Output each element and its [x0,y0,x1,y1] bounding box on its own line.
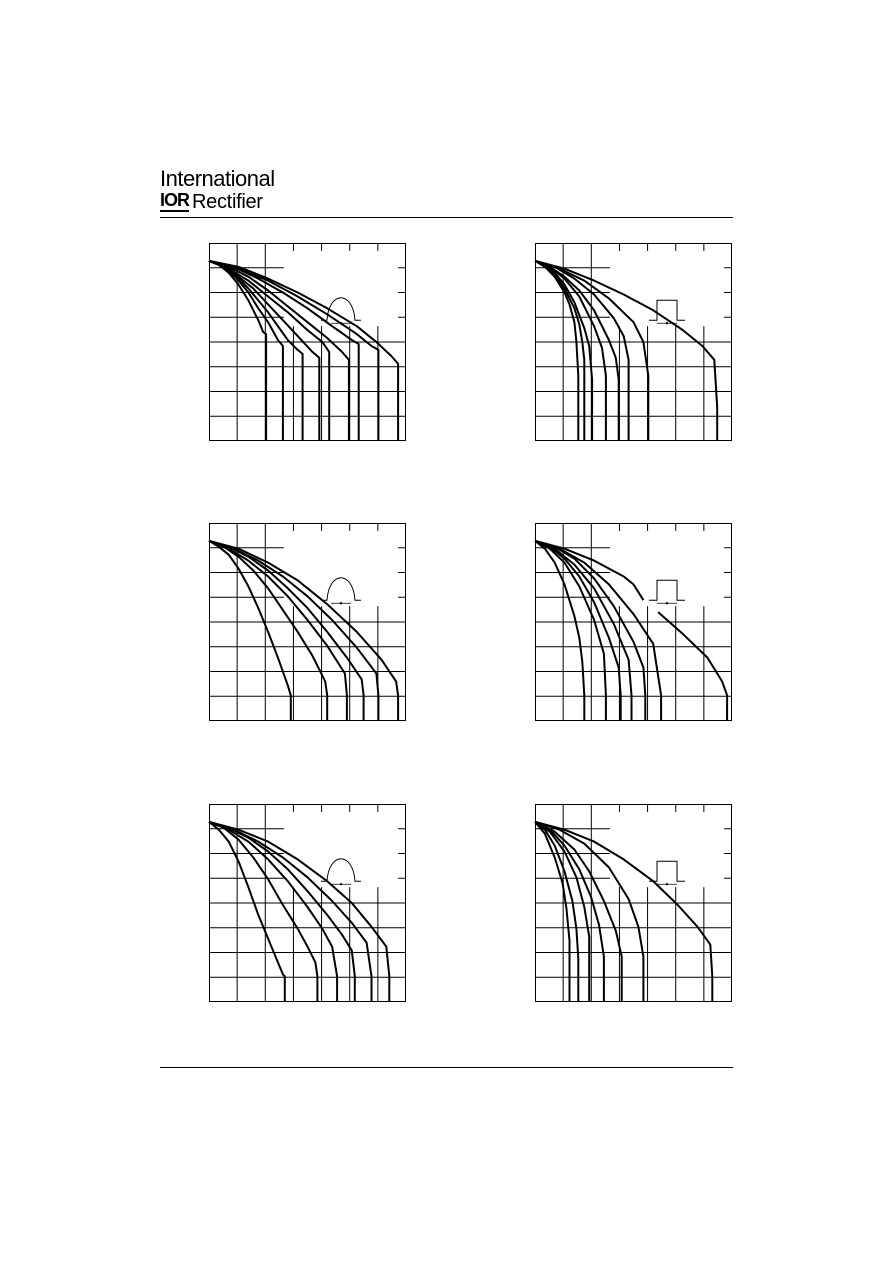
header-rule [160,217,733,218]
chart-5-plot [209,804,406,1002]
chart-6 [535,804,732,1002]
chart-3-plot [209,523,406,721]
legend-area [610,812,724,887]
series-line [535,541,606,721]
chart-1 [209,243,406,441]
logo-text-rectifier: Rectifier [192,191,263,213]
series-line [535,822,570,1002]
series-line [535,822,578,1002]
logo-text-international: International [160,166,275,191]
series-line [658,612,727,721]
legend-area [284,251,398,326]
ior-logo-mark: IOR [160,190,190,211]
chart-2 [535,243,732,441]
company-logo [160,168,275,212]
series-line [209,261,283,441]
chart-5 [209,804,406,1002]
chart-4 [535,523,732,721]
legend-area [284,531,398,606]
series-line [535,822,589,1002]
chart-2-plot [535,243,732,441]
legend-area [284,812,398,887]
footer-rule [160,1067,733,1068]
chart-1-plot [209,243,406,441]
chart-3 [209,523,406,721]
legend-area [610,531,724,606]
chart-6-plot [535,804,732,1002]
chart-4-plot [535,523,732,721]
